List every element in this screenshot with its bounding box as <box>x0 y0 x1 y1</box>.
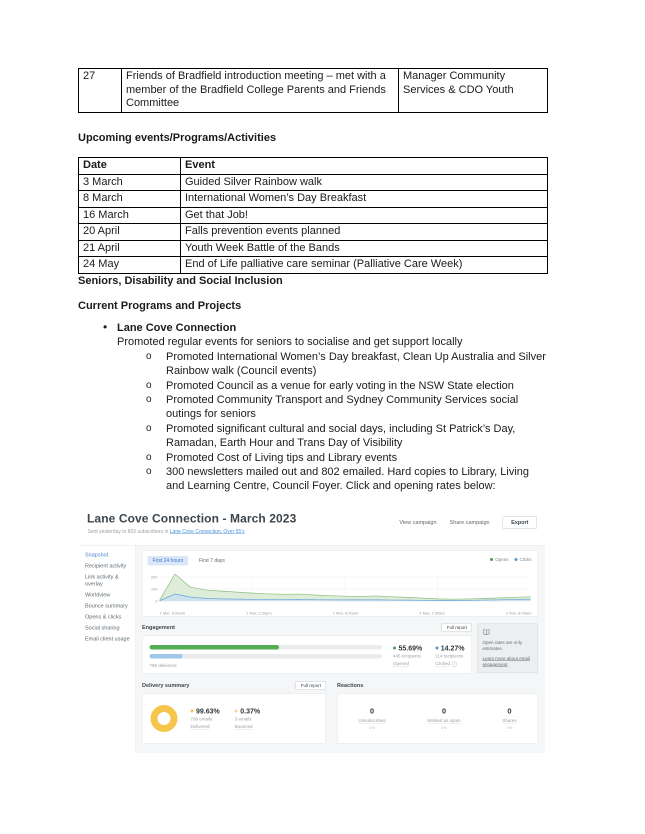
reaction-value: 0 <box>369 707 375 716</box>
bullet-list <box>95 321 547 494</box>
x-tick-label: 1 Mar, 5:00am <box>159 611 186 616</box>
sub-bullet-marker: o <box>146 451 152 463</box>
sub-list-item <box>95 422 547 451</box>
sidebar-item-social-sharing[interactable]: Social sharing <box>85 625 120 631</box>
sidebar-item-opens-clicks[interactable]: Opens & clicks <box>85 614 122 620</box>
event-date: 24 May <box>79 257 181 274</box>
sub-bullet-text: Promoted Council as a venue for early voting in the NSW State election <box>166 379 514 392</box>
reactions-card <box>337 694 538 744</box>
reaction-label: Unsubscribes <box>358 718 386 723</box>
export-button[interactable]: Export <box>503 516 537 529</box>
sub-list-item <box>95 379 547 393</box>
dashboard-header <box>78 506 545 545</box>
open-book-icon <box>483 629 533 637</box>
event-name: International Women’s Day Breakfast <box>181 191 548 208</box>
reaction-stat-marked-as-spam <box>427 707 460 730</box>
reaction-label: Shares <box>502 718 517 723</box>
opens-recipients: 445 recipients <box>393 653 422 659</box>
sub-bullet-marker: o <box>146 379 152 391</box>
event-name: Falls prevention events planned <box>181 224 548 241</box>
share-campaign-button[interactable]: Share campaign <box>449 519 490 526</box>
svg-text:0: 0 <box>155 598 158 604</box>
chart-x-labels <box>160 611 532 616</box>
clicks-label: Clicked <box>435 661 451 666</box>
sub-list-item <box>95 451 547 465</box>
clicks-bar-track <box>150 654 383 659</box>
sidebar-item-snapshot[interactable]: Snapshot <box>85 552 109 558</box>
delivery-full-report-button[interactable]: Full report <box>296 681 326 690</box>
info-icon[interactable]: i <box>452 662 458 668</box>
sidebar-item-bounce-summary[interactable]: Bounce summary <box>85 603 128 609</box>
subtitle-text: Sent yesterday to 802 subscribers in <box>87 529 170 535</box>
event-date: 21 April <box>79 240 181 257</box>
svg-text:100: 100 <box>150 586 158 592</box>
dashboard-main <box>136 546 546 754</box>
table-row <box>79 69 548 113</box>
opens-bar-fill <box>150 645 279 650</box>
clicks-stat <box>435 644 464 668</box>
section-heading: Seniors, Disability and Social Inclusion <box>78 275 283 287</box>
events-col-date: Date <box>79 158 181 175</box>
list-item <box>95 321 547 350</box>
bounced-label: Bounced <box>234 723 253 729</box>
bullet-marker: • <box>103 320 108 334</box>
sub-list-item <box>95 350 547 379</box>
opens-pct: 55.69% <box>398 644 423 652</box>
sub-list-item <box>95 393 547 422</box>
x-tick-label: 1 Mar, 8:00pm <box>332 611 359 616</box>
events-col-event: Event <box>181 158 548 175</box>
campaign-dashboard-screenshot <box>78 506 545 753</box>
bounced-pct: 0.37% <box>240 706 261 715</box>
reaction-pct: 0% <box>369 725 375 730</box>
tab-first-7-days[interactable]: First 7 days <box>199 557 225 564</box>
events-table <box>78 157 548 274</box>
delivery-donut-chart <box>151 705 178 732</box>
learn-more-link[interactable]: Learn more about email engagement <box>482 656 531 667</box>
sidebar-item-worldview[interactable]: Worldview <box>85 592 111 598</box>
delivery-summary-title: Delivery summary <box>142 682 190 689</box>
opens-label: Opened <box>393 661 410 666</box>
clicks-recipients: 114 recipients <box>435 653 463 659</box>
bounced-stat <box>235 707 260 731</box>
sub-bullet-marker: o <box>146 394 152 406</box>
bounced-dot-icon <box>235 709 238 712</box>
event-name: End of Life palliative care seminar (Palliative Care Week) <box>181 257 548 274</box>
event-date: 3 March <box>79 174 181 191</box>
delivery-card <box>142 694 326 744</box>
sub-bullet-text: 300 newsletters mailed out and 802 emailed. Hard copies to Library, Living and Learning Centre, Council Foyer. Click and opening rates below: <box>166 466 529 493</box>
event-date: 16 March <box>79 207 181 224</box>
activity-chart-card <box>142 551 538 617</box>
bullet-title: Lane Cove Connection <box>117 322 237 334</box>
meeting-table <box>78 68 548 113</box>
sub-bullet-list <box>95 350 547 494</box>
delivered-pct: 99.63% <box>196 706 220 715</box>
table-row <box>79 240 548 257</box>
opens-dot-icon <box>393 647 396 650</box>
subscriber-list-link[interactable]: Lane Cove Connection, Over 55's <box>169 529 245 535</box>
sub-bullet-marker: o <box>146 422 152 434</box>
x-tick-label: 2 Mar, 8:00am <box>505 611 532 616</box>
table-row <box>79 207 548 224</box>
bounced-emails: 3 emails <box>234 716 252 722</box>
legend-label: Opens <box>495 557 509 562</box>
engagement-title: Engagement <box>142 624 176 631</box>
sub-bullet-text: Promoted Cost of Living tips and Library events <box>166 451 398 464</box>
activity-chart-svg <box>148 566 533 608</box>
dashboard-sidebar <box>78 546 136 754</box>
event-name: Get that Job! <box>181 207 548 224</box>
delivered-label: Delivered <box>190 723 210 729</box>
upcoming-events-heading: Upcoming events/Programs/Activities <box>78 132 277 144</box>
clicks-dot-icon <box>435 647 438 650</box>
chart-legend <box>490 557 531 562</box>
table-header-row <box>79 158 548 175</box>
event-date: 20 April <box>79 224 181 241</box>
sidebar-item-email-client-usage[interactable]: Email client usage <box>85 636 130 642</box>
reaction-value: 0 <box>441 707 447 716</box>
sidebar-item-recipient-activity[interactable]: Recipient activity <box>85 563 127 569</box>
x-tick-label: 2 Mar, 2:30am <box>419 611 445 616</box>
table-row <box>79 191 548 208</box>
opens-stat <box>393 644 422 668</box>
sidebar-item-link-activity-overlay[interactable]: Link activity & overlay <box>85 574 119 587</box>
legend-dot-icon <box>515 558 518 561</box>
engagement-full-report-button[interactable]: Full report <box>442 623 472 632</box>
event-date: 8 March <box>79 191 181 208</box>
delivered-stat <box>191 707 220 731</box>
reaction-value: 0 <box>507 707 512 716</box>
campaign-subtitle <box>88 529 245 535</box>
events-table-body <box>79 174 548 273</box>
event-name: Youth Week Battle of the Bands <box>181 240 548 257</box>
sub-bullet-text: Promoted significant cultural and social days, including St Patrick’s Day, Ramadan, Earth Hour and Trans Day of Visibility <box>166 422 516 450</box>
meeting-description: Friends of Bradfield introduction meeting – met with a member of the Bradfield College Parents and Friends Committee <box>122 69 399 113</box>
table-row <box>79 174 548 191</box>
legend-dot-icon <box>490 558 493 561</box>
table-row <box>79 224 548 241</box>
subsection-heading: Current Programs and Projects <box>78 300 242 312</box>
tab-first-24-hours[interactable]: First 24 hours <box>148 556 189 566</box>
clicks-bar-fill <box>150 654 183 659</box>
reaction-pct: 0% <box>506 725 513 730</box>
open-rates-note-text: Open rates are only estimates. <box>482 640 523 651</box>
reaction-stat-shares <box>502 707 516 730</box>
legend-item-clicks[interactable] <box>515 557 532 562</box>
x-tick-label: 1 Mar, 2:30pm <box>246 611 272 616</box>
reaction-stat-unsubscribes <box>358 707 385 730</box>
campaign-title: Lane Cove Connection - March 2023 <box>87 512 297 526</box>
delivered-emails: 799 emails <box>190 716 213 722</box>
delivered-dot-icon <box>191 709 194 712</box>
view-campaign-button[interactable]: View campaign <box>399 519 437 526</box>
legend-item-opens[interactable] <box>490 557 508 562</box>
event-name: Guided Silver Rainbow walk <box>181 174 548 191</box>
svg-text:200: 200 <box>150 574 158 580</box>
delivered-note: 799 delivered <box>149 663 177 668</box>
sub-bullet-text: Promoted Community Transport and Sydney Community Services social outings for seniors <box>166 394 519 421</box>
sub-bullet-marker: o <box>146 350 152 362</box>
reaction-pct: 0% <box>441 725 447 730</box>
opens-bar-track <box>150 645 383 650</box>
reaction-label: Marked as spam <box>427 718 461 723</box>
clicks-pct: 14.27% <box>440 644 465 652</box>
legend-label: Clicks <box>519 557 532 562</box>
table-row <box>79 257 548 274</box>
sub-list-item <box>95 465 547 494</box>
meeting-owner: Manager Community Services & CDO Youth <box>399 69 548 113</box>
sub-bullet-text: Promoted International Women’s Day breakfast, Clean Up Australia and Silver Rainbow walk (Council events) <box>166 350 546 378</box>
engagement-card <box>142 636 472 674</box>
reactions-title: Reactions <box>337 682 364 689</box>
open-rates-note-panel <box>477 624 538 674</box>
sub-bullet-marker: o <box>146 466 152 478</box>
bullet-intro: Promoted regular events for seniors to socialise and get support locally <box>117 336 463 349</box>
meeting-number: 27 <box>79 69 122 113</box>
